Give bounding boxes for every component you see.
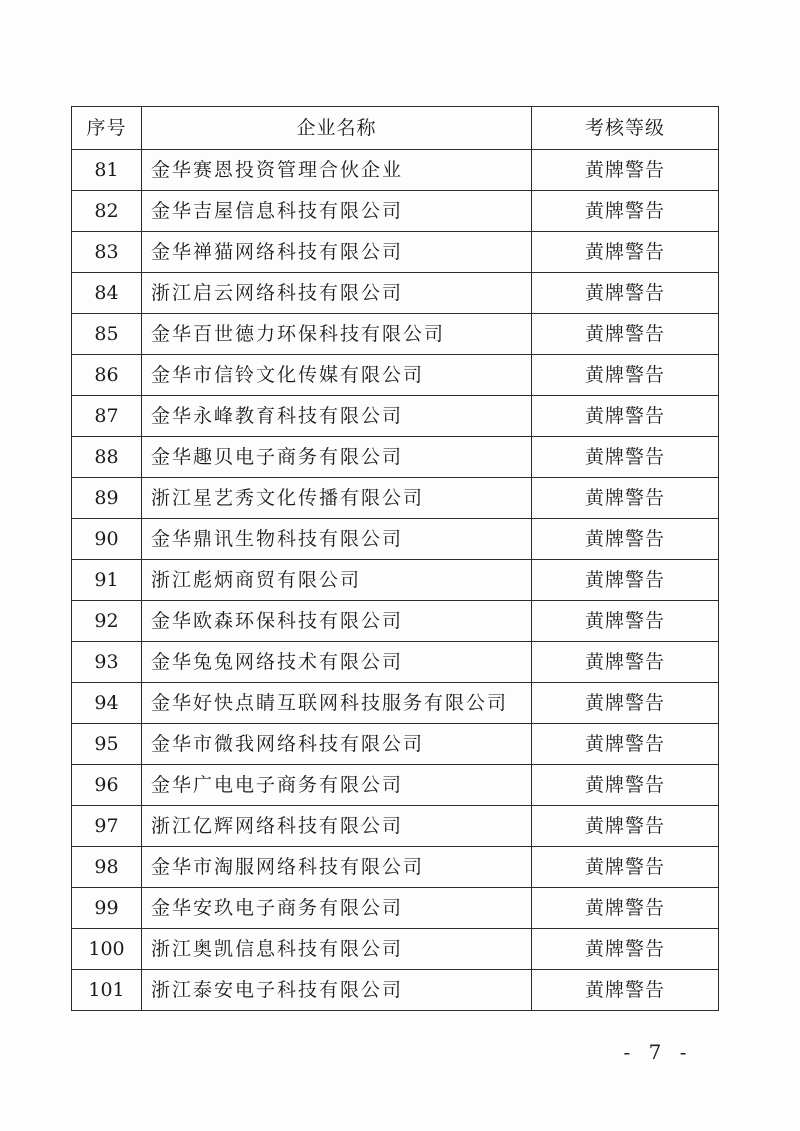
row-enterprise-name: 浙江彪炳商贸有限公司 (142, 560, 532, 601)
row-assessment-grade: 黄牌警告 (532, 724, 719, 765)
row-serial-number: 98 (72, 847, 142, 888)
row-enterprise-name: 金华禅猫网络科技有限公司 (142, 232, 532, 273)
row-serial-number: 89 (72, 478, 142, 519)
row-serial-number: 82 (72, 191, 142, 232)
table-row (72, 396, 719, 437)
row-assessment-grade: 黄牌警告 (532, 560, 719, 601)
row-enterprise-name: 金华欧森环保科技有限公司 (142, 601, 532, 642)
row-enterprise-name: 金华市淘服网络科技有限公司 (142, 847, 532, 888)
row-serial-number: 94 (72, 683, 142, 724)
row-serial-number: 87 (72, 396, 142, 437)
row-assessment-grade: 黄牌警告 (532, 929, 719, 970)
row-serial-number: 90 (72, 519, 142, 560)
table-row (72, 929, 719, 970)
row-serial-number: 83 (72, 232, 142, 273)
row-enterprise-name: 浙江泰安电子科技有限公司 (142, 970, 532, 1011)
page-number: - 7 - (623, 1040, 693, 1064)
row-serial-number: 81 (72, 150, 142, 191)
row-enterprise-name: 金华兔兔网络技术有限公司 (142, 642, 532, 683)
table-body (72, 150, 719, 1011)
row-assessment-grade: 黄牌警告 (532, 396, 719, 437)
row-serial-number: 96 (72, 765, 142, 806)
row-assessment-grade: 黄牌警告 (532, 232, 719, 273)
row-assessment-grade: 黄牌警告 (532, 601, 719, 642)
table-row (72, 888, 719, 929)
row-enterprise-name: 金华趣贝电子商务有限公司 (142, 437, 532, 478)
table-row (72, 478, 719, 519)
table-row (72, 150, 719, 191)
table-row (72, 560, 719, 601)
row-assessment-grade: 黄牌警告 (532, 150, 719, 191)
row-assessment-grade: 黄牌警告 (532, 273, 719, 314)
table-row (72, 724, 719, 765)
row-assessment-grade: 黄牌警告 (532, 437, 719, 478)
row-serial-number: 91 (72, 560, 142, 601)
header-assessment-grade: 考核等级 (532, 107, 719, 150)
row-serial-number: 88 (72, 437, 142, 478)
row-assessment-grade: 黄牌警告 (532, 355, 719, 396)
header-enterprise-name: 企业名称 (142, 107, 532, 150)
row-assessment-grade: 黄牌警告 (532, 519, 719, 560)
row-enterprise-name: 金华永峰教育科技有限公司 (142, 396, 532, 437)
table-row (72, 970, 719, 1011)
row-enterprise-name: 金华百世德力环保科技有限公司 (142, 314, 532, 355)
table-row (72, 765, 719, 806)
row-serial-number: 101 (72, 970, 142, 1011)
row-enterprise-name: 金华赛恩投资管理合伙企业 (142, 150, 532, 191)
row-assessment-grade: 黄牌警告 (532, 847, 719, 888)
row-enterprise-name: 浙江启云网络科技有限公司 (142, 273, 532, 314)
row-assessment-grade: 黄牌警告 (532, 765, 719, 806)
row-enterprise-name: 金华广电电子商务有限公司 (142, 765, 532, 806)
row-enterprise-name: 浙江亿辉网络科技有限公司 (142, 806, 532, 847)
row-assessment-grade: 黄牌警告 (532, 191, 719, 232)
row-serial-number: 84 (72, 273, 142, 314)
row-assessment-grade: 黄牌警告 (532, 683, 719, 724)
table-row (72, 314, 719, 355)
row-enterprise-name: 金华鼎讯生物科技有限公司 (142, 519, 532, 560)
row-enterprise-name: 浙江奥凯信息科技有限公司 (142, 929, 532, 970)
row-assessment-grade: 黄牌警告 (532, 888, 719, 929)
row-assessment-grade: 黄牌警告 (532, 642, 719, 683)
row-serial-number: 93 (72, 642, 142, 683)
row-enterprise-name: 金华好快点睛互联网科技服务有限公司 (142, 683, 532, 724)
row-serial-number: 95 (72, 724, 142, 765)
table-row (72, 519, 719, 560)
enterprise-rating-table (71, 106, 719, 1011)
row-assessment-grade: 黄牌警告 (532, 478, 719, 519)
row-serial-number: 92 (72, 601, 142, 642)
row-assessment-grade: 黄牌警告 (532, 970, 719, 1011)
table-row (72, 355, 719, 396)
table-row (72, 847, 719, 888)
table-row (72, 601, 719, 642)
table-row (72, 683, 719, 724)
row-enterprise-name: 金华吉屋信息科技有限公司 (142, 191, 532, 232)
row-assessment-grade: 黄牌警告 (532, 314, 719, 355)
table-row (72, 642, 719, 683)
row-serial-number: 99 (72, 888, 142, 929)
table-row (72, 806, 719, 847)
header-serial-number: 序号 (72, 107, 142, 150)
table-row (72, 437, 719, 478)
row-enterprise-name: 金华市微我网络科技有限公司 (142, 724, 532, 765)
table-row (72, 273, 719, 314)
row-serial-number: 97 (72, 806, 142, 847)
row-enterprise-name: 金华市信铃文化传媒有限公司 (142, 355, 532, 396)
row-serial-number: 100 (72, 929, 142, 970)
row-enterprise-name: 浙江星艺秀文化传播有限公司 (142, 478, 532, 519)
table-row (72, 191, 719, 232)
table-row (72, 232, 719, 273)
row-serial-number: 85 (72, 314, 142, 355)
row-assessment-grade: 黄牌警告 (532, 806, 719, 847)
table-header-row (72, 107, 719, 150)
row-serial-number: 86 (72, 355, 142, 396)
row-enterprise-name: 金华安玖电子商务有限公司 (142, 888, 532, 929)
